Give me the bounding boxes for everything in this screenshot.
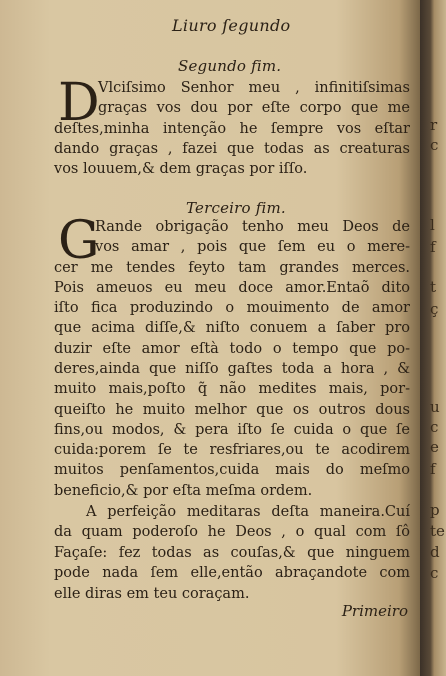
text-line: queiſto he muito melhor que os outros dous [54, 402, 410, 418]
facing-page-glyph: u [430, 398, 440, 416]
drop-cap-d: D [58, 73, 100, 133]
text-line: muito mais,poſto q̃ não medites mais, por- [54, 381, 410, 397]
drop-cap-g: G [58, 211, 100, 271]
text-line: que acima diſſe,& niſto conuem a ſaber pro [54, 320, 410, 336]
text-line: fins,ou modos, & pera iſto ſe cuida o que ſe [54, 422, 410, 438]
text-line: A perfeição meditaras deſta maneira.Cuí [86, 504, 410, 520]
text-line: iſto fica produzindo o mouimento de amor [54, 300, 410, 316]
text-line: vos amar , pois que ſem eu o mere- [95, 239, 410, 255]
facing-page-glyph: r [430, 116, 438, 134]
facing-page-glyph: te [430, 522, 445, 540]
text-line: pode nada ſem elle,então abraçandote com [54, 565, 410, 581]
text-line: elle diras em teu coraçam. [54, 586, 250, 602]
text-line: graças vos dou por eſte corpo que me [98, 100, 410, 116]
facing-page-glyph: c [430, 564, 439, 582]
text-line: muitos penſamentos,cuida mais do meſmo [54, 462, 410, 478]
text-line: beneficio,& por eſta meſma ordem. [54, 483, 313, 499]
text-line: deres,ainda que niſſo gaſtes toda a hora , & [54, 361, 410, 377]
facing-page-glyph: p [430, 501, 440, 519]
text-line: dando graças , fazei que todas as creaturas [54, 141, 410, 157]
text-line: cuida:porem ſe te resfriares,ou te acodirem [54, 442, 410, 458]
text-line: Pois ameuos eu meu doce amor.Entaõ dito [54, 280, 410, 296]
facing-page-glyph: e [430, 438, 439, 456]
text-line: da quam poderoſo he Deos , o qual com ſô [54, 524, 410, 540]
facing-page-glyph: c [430, 136, 439, 154]
facing-page-glyph: f [430, 238, 436, 256]
text-line: Vlciſsimo Senhor meu , infinitiſsimas [98, 80, 410, 96]
facing-page-glyph: ç [430, 300, 439, 318]
text-line: deſtes,minha intenção he ſempre vos eſtar [54, 121, 410, 137]
facing-page-glyph: c [430, 418, 439, 436]
section-title-terceiro: Terceiro fim. [186, 199, 286, 217]
section-title-segundo: Segundo fim. [178, 57, 282, 75]
catchword: Primeiro [341, 602, 408, 620]
facing-page-glyph: t [430, 278, 437, 296]
text-line: Rande obrigação tenho meu Deos de [95, 219, 410, 235]
text-line: duzir eſte amor eſtà todo o tempo que po- [54, 341, 410, 357]
text-line: vos louuem,& dem graças por iſſo. [54, 161, 308, 177]
text-line: cer me tendes feyto tam grandes merces. [54, 260, 410, 276]
facing-page-glyph: l [430, 216, 435, 234]
text-line: Façaſe: fez todas as couſas,& que ninguem [54, 545, 410, 561]
facing-page-glyph: d [430, 543, 440, 561]
facing-page-glyph: f [430, 460, 436, 478]
facing-page-edge [420, 0, 446, 676]
running-head: Liuro ſegundo [172, 16, 291, 35]
